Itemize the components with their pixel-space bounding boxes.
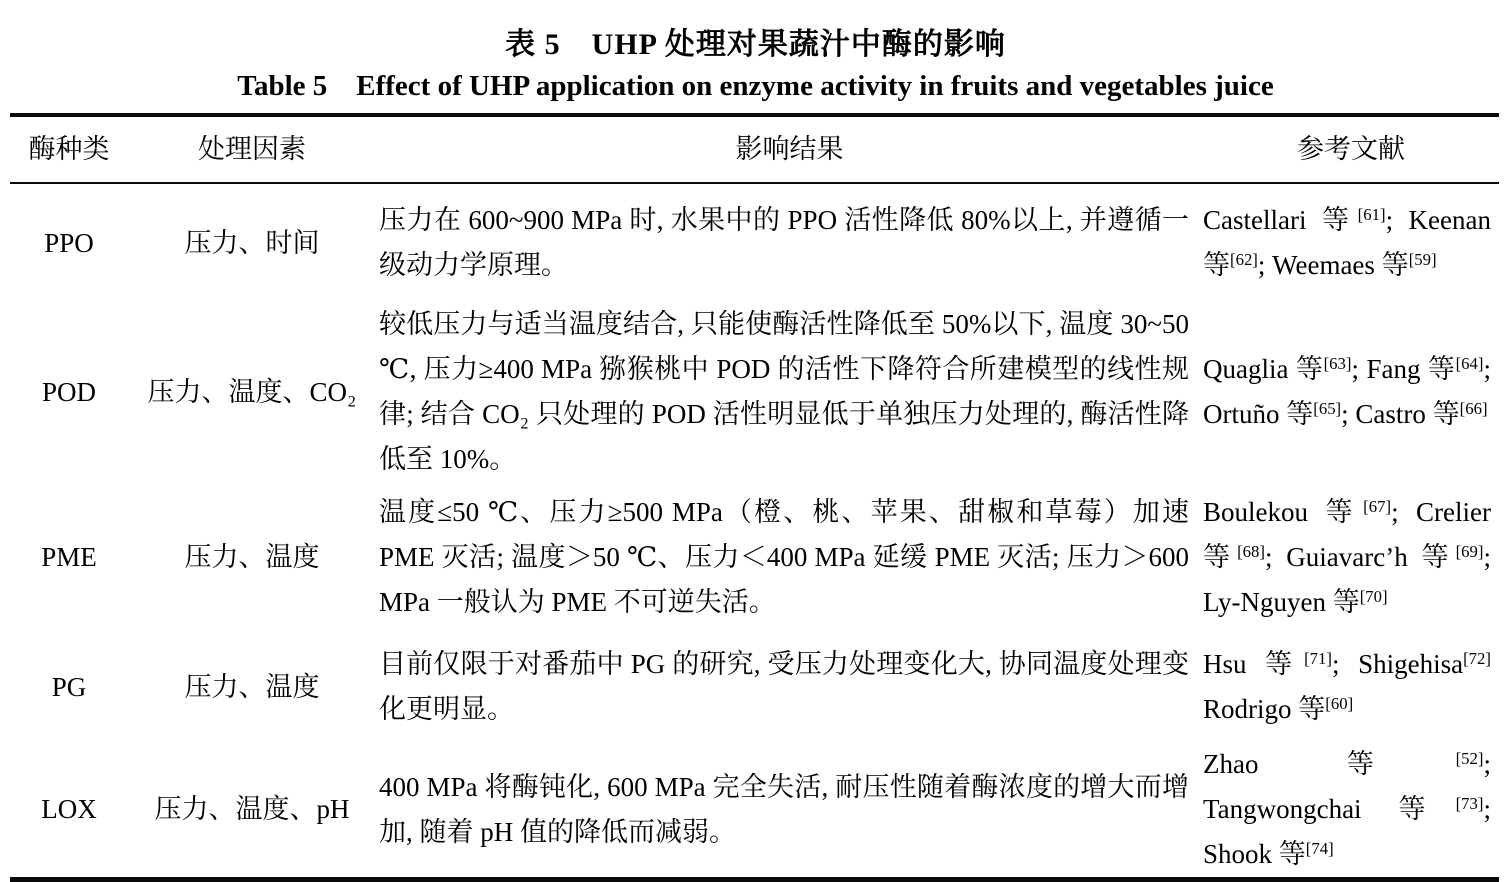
table-title-zh: 表 5 UHP 处理对果蔬汁中酶的影响 bbox=[505, 28, 1006, 61]
treatment-factors: 压力、温度、pH bbox=[154, 794, 350, 824]
table-row-pg bbox=[10, 632, 1499, 742]
enzyme-name: POD bbox=[41, 376, 96, 407]
treatment-factors: 压力、温度 bbox=[184, 671, 320, 702]
table-caption bbox=[0, 0, 1511, 107]
enzyme-name: LOX bbox=[41, 794, 97, 824]
table-row-ppo bbox=[10, 184, 1499, 302]
effect-result: 温度≤50 ℃、压力≥500 MPa（橙、桃、苹果、甜椒和草莓）加速 PME 灭活; 温度＞50 ℃、压力＜400 MPa 延缓 PME 灭活; 压力＞600 MPa 一般认为 PME 不可逆失活。 bbox=[379, 496, 1189, 617]
header-treatment-factors: 处理因素 bbox=[198, 134, 306, 164]
references: Hsu 等[71]; Shigehisa[72] Rodrigo 等[60] bbox=[1203, 648, 1491, 724]
header-references: 参考文献 bbox=[1297, 134, 1405, 164]
enzyme-name: PG bbox=[51, 671, 87, 702]
table-row-lox bbox=[10, 742, 1499, 877]
enzyme-effect-table bbox=[10, 113, 1499, 882]
treatment-factors: 压力、温度 bbox=[184, 541, 320, 572]
enzyme-name: PPO bbox=[44, 227, 94, 258]
effect-result: 400 MPa 将酶钝化, 600 MPa 完全失活, 耐压性随着酶浓度的增大而增加, 随着 pH 值的降低而减弱。 bbox=[379, 771, 1189, 847]
references: Quaglia 等[63]; Fang 等[64]; Ortuño 等[65]; Castro 等[66] bbox=[1203, 353, 1491, 429]
table-header-row bbox=[10, 117, 1499, 184]
references: Boulekou 等[67]; Crelier 等[68]; Guiavarc’h 等[69]; Ly-Nguyen 等[70] bbox=[1203, 496, 1491, 617]
enzyme-name: PME bbox=[41, 541, 97, 572]
table-row-pme bbox=[10, 482, 1499, 632]
effect-result: 较低压力与适当温度结合, 只能使酶活性降低至 50%以下, 温度 30~50 ℃, 压力≥400 MPa 猕猴桃中 POD 的活性下降符合所建模型的线性规律; 结合 CO₂ 只处理的 POD 活性明显低于单独压力处理的, 酶活性降低至 10%。 bbox=[379, 309, 1189, 474]
references: Zhao 等[52]; Tangwongchai 等[73]; Shook 等[74] bbox=[1203, 748, 1491, 869]
treatment-factors: 压力、时间 bbox=[184, 227, 320, 258]
effect-result: 目前仅限于对番茄中 PG 的研究, 受压力处理变化大, 协同温度处理变化更明显。 bbox=[379, 649, 1189, 724]
header-effect-result: 影响结果 bbox=[735, 134, 844, 164]
header-enzyme-type: 酶种类 bbox=[28, 134, 110, 164]
table-title-en: Table 5 Effect of UHP application on enzyme activity in fruits and vegetables juice bbox=[237, 70, 1274, 102]
treatment-factors: 压力、温度、CO₂ bbox=[147, 376, 357, 407]
references: Castellari 等[61]; Keenan 等[62]; Weemaes 等[59] bbox=[1203, 204, 1491, 280]
table-row-pod bbox=[10, 302, 1499, 482]
effect-result: 压力在 600~900 MPa 时, 水果中的 PPO 活性降低 80%以上, 并遵循一级动力学原理。 bbox=[379, 205, 1189, 280]
